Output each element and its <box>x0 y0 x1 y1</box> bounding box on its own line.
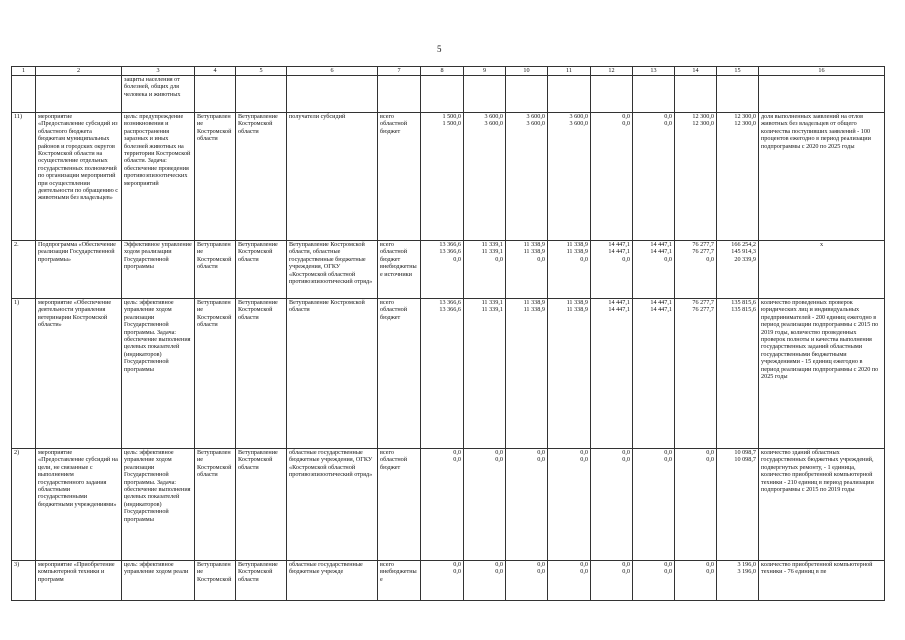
value: 76 277,7 <box>692 248 714 256</box>
value: 11 338,9 <box>566 248 588 256</box>
table-row <box>12 241 885 299</box>
value: 14 447,1 <box>650 248 672 256</box>
recipient-cell: областные государственные бюджетные учрежде <box>287 561 378 601</box>
source-label: всего <box>380 299 394 306</box>
value: 12 300,0 <box>692 120 714 128</box>
value: 0,0 <box>537 568 545 576</box>
value: 0,0 <box>495 449 503 456</box>
value: 76 277,7 <box>692 241 714 248</box>
value: 14 447,1 <box>650 306 672 314</box>
value: 14 447,1 <box>650 299 672 306</box>
value: 135 815,6 <box>731 306 756 314</box>
value-cell <box>421 299 464 449</box>
result-cell: х <box>759 241 885 299</box>
value-cell <box>464 299 506 449</box>
coexecutor-cell: Ветуправление Костромской области <box>236 561 287 601</box>
value: 10 098,7 <box>734 449 756 456</box>
col-num: 10 <box>506 67 548 76</box>
value: 0,0 <box>453 568 461 576</box>
value: 14 447,1 <box>608 248 630 256</box>
measure-name: мероприятие «Предоставление субсидий на цели, не связанные с выполнением государственного задания областными государственными бюджетными учреждениями» <box>36 449 122 561</box>
value-cell <box>675 449 717 561</box>
col-num: 2 <box>36 67 122 76</box>
col-num: 11 <box>548 67 591 76</box>
value-cell <box>633 113 675 241</box>
value: 11 338,9 <box>566 306 588 314</box>
table-row <box>12 449 885 561</box>
col-num: 3 <box>122 67 195 76</box>
value-cell <box>464 113 506 241</box>
value: 0,0 <box>622 456 630 464</box>
source-label: областной бюджет <box>380 248 408 263</box>
value: 0,0 <box>664 568 672 576</box>
value-cell <box>675 113 717 241</box>
value-cell <box>421 113 464 241</box>
value: 11 339,1 <box>481 248 503 256</box>
value: 0,0 <box>537 449 545 456</box>
value-cell <box>464 241 506 299</box>
col-num: 8 <box>421 67 464 76</box>
value: 1 500,0 <box>442 120 461 128</box>
value: 0,0 <box>664 113 672 120</box>
value-cell <box>548 449 591 561</box>
value-cell <box>548 299 591 449</box>
value: 0,0 <box>495 561 503 568</box>
table-row <box>12 113 885 241</box>
row-number: 3) <box>12 561 36 601</box>
source-cell <box>378 241 421 299</box>
value: 0,0 <box>453 449 461 456</box>
value: 0,0 <box>622 113 630 120</box>
value: 135 815,6 <box>731 299 756 306</box>
goal-cell: Эффективное управление ходом реализации Государственной программы <box>122 241 195 299</box>
value: 12 300,0 <box>734 113 756 120</box>
value: 0,0 <box>537 561 545 568</box>
value: 11 338,9 <box>523 299 545 306</box>
value: 3 600,0 <box>484 120 503 128</box>
value: 11 338,9 <box>566 299 588 306</box>
value-cell <box>717 299 759 449</box>
value: 0,0 <box>622 449 630 456</box>
value-cell <box>548 241 591 299</box>
value-cell <box>717 241 759 299</box>
row-number: 2) <box>12 449 36 561</box>
result-cell: количество зданий областных государственных бюджетных учреждений, подвергнутых ремонту, - 1 единица, количество приобретенной компьютерной техники - 210 единиц в период реализации подпрограммы с 2015 по 2019 годы <box>759 449 885 561</box>
recipient-cell: получатели субсидий <box>287 113 378 241</box>
goal-cell: цель: предупреждение возникновения и распространения заразных и иных болезней животных на территории Костромской области. Задача: обеспечение проведения противоэпизоотических мероприятий <box>122 113 195 241</box>
value: 0,0 <box>453 255 461 263</box>
col-num: 12 <box>591 67 633 76</box>
value: 0,0 <box>453 561 461 568</box>
value-cell <box>506 113 548 241</box>
budget-table-sheet <box>11 66 883 601</box>
value: 3 196,0 <box>737 561 756 568</box>
coexecutor-cell: Ветуправление Костромской области <box>236 241 287 299</box>
goal-cell: защиты населения от болезней, общих для человека и животных <box>122 76 195 113</box>
value: 0,0 <box>622 568 630 576</box>
source-label: всего <box>380 561 394 568</box>
measure-name: Подпрограмма «Обеспечение реализации Государственной программы» <box>36 241 122 299</box>
value-cell <box>591 449 633 561</box>
col-num: 16 <box>759 67 885 76</box>
recipient-cell: Ветуправление Костромской области, областные государственные бюджетные учреждения, ОГКУ «Костромской областной противоэпизоотический отряд» <box>287 241 378 299</box>
source-label: внебюджетные источники <box>380 263 417 278</box>
value-cell <box>421 449 464 561</box>
col-num: 7 <box>378 67 421 76</box>
source-cell <box>378 113 421 241</box>
value: 0,0 <box>664 449 672 456</box>
recipient-cell: областные государственные бюджетные учреждения, ОГКУ «Костромской областной противоэпизоотический отряд» <box>287 449 378 561</box>
value: 12 300,0 <box>692 113 714 120</box>
value-cell <box>548 113 591 241</box>
value: 3 600,0 <box>526 113 545 120</box>
value: 3 600,0 <box>569 120 588 128</box>
value-cell <box>506 449 548 561</box>
value: 12 300,0 <box>734 120 756 128</box>
source-label: всего <box>380 449 394 456</box>
value: 145 914,3 <box>731 248 756 256</box>
value-cell <box>506 561 548 601</box>
coexecutor-cell: Ветуправление Костромской области <box>236 449 287 561</box>
value: 0,0 <box>495 456 503 464</box>
col-num: 13 <box>633 67 675 76</box>
table-row <box>12 561 885 601</box>
value: 13 366,6 <box>439 248 461 256</box>
goal-cell: цель: эффективное управление ходом реализации Государственной программы. Задача: обеспечение выполнения целевых показателей (индикаторов) Государственной программы <box>122 449 195 561</box>
value: 14 447,1 <box>608 299 630 306</box>
value: 0,0 <box>664 255 672 263</box>
value: 11 338,9 <box>523 248 545 256</box>
source-label: всего <box>380 241 394 248</box>
col-num: 14 <box>675 67 717 76</box>
column-number-row <box>12 67 885 76</box>
value: 11 339,1 <box>481 299 503 306</box>
page-number: 5 <box>437 44 442 54</box>
value-cell <box>633 241 675 299</box>
value-cell <box>591 241 633 299</box>
value-cell <box>717 561 759 601</box>
value: 13 366,6 <box>439 306 461 314</box>
value: 13 366,6 <box>439 299 461 306</box>
value: 13 366,6 <box>439 241 461 248</box>
result-cell: количество приобретенной компьютерной техники - 76 единиц в пе <box>759 561 885 601</box>
value: 0,0 <box>664 561 672 568</box>
value: 14 447,1 <box>608 306 630 314</box>
value: 1 500,0 <box>442 113 461 120</box>
value: 0,0 <box>580 449 588 456</box>
value: 11 338,9 <box>523 241 545 248</box>
value: 76 277,7 <box>692 299 714 306</box>
value-cell <box>717 113 759 241</box>
source-label: областной бюджет <box>380 456 408 471</box>
budget-table <box>11 66 885 601</box>
value: 10 098,7 <box>734 456 756 464</box>
value: 0,0 <box>664 120 672 128</box>
col-num: 4 <box>195 67 236 76</box>
value: 0,0 <box>537 255 545 263</box>
source-label: областной бюджет <box>380 306 408 321</box>
result-cell: доля выполненных заявлений на отлов животных без владельцев от общего количества поступивших заявлений - 100 процентов ежегодно в период реализации подпрограммы с 2020 по 2025 годы <box>759 113 885 241</box>
value-cell <box>591 299 633 449</box>
executor-cell: Ветуправление Костромской области <box>195 113 236 241</box>
value-cell <box>591 113 633 241</box>
value-cell <box>633 299 675 449</box>
row-number: 11) <box>12 113 36 241</box>
col-num: 6 <box>287 67 378 76</box>
value: 166 254,2 <box>731 241 756 248</box>
value: 0,0 <box>622 561 630 568</box>
source-cell <box>378 299 421 449</box>
value-cell <box>506 241 548 299</box>
col-num: 9 <box>464 67 506 76</box>
source-cell <box>378 561 421 601</box>
row-number: 1) <box>12 299 36 449</box>
col-num: 15 <box>717 67 759 76</box>
value: 0,0 <box>706 449 714 456</box>
value: 0,0 <box>495 568 503 576</box>
value: 0,0 <box>622 255 630 263</box>
value: 0,0 <box>706 456 714 464</box>
measure-name: мероприятие «Предоставление субсидий из областного бюджета бюджетам муниципальных районов и городских округов Костромской области на осуществление отдельных государственных полномочий по организации мероприятий при осуществлении деятельности по обращению с животными без владельцев» <box>36 113 122 241</box>
executor-cell: Ветуправление Костромской области <box>195 241 236 299</box>
value-cell <box>675 241 717 299</box>
source-label: внебюджетные <box>380 568 417 583</box>
row-number: 2. <box>12 241 36 299</box>
value: 0,0 <box>622 120 630 128</box>
executor-cell: Ветуправление Костромской области <box>195 299 236 449</box>
source-label: всего <box>380 113 394 120</box>
result-cell: количество проведенных проверок юридических лиц и индивидуальных предпринимателей - 200 единиц ежегодно в период реализации подпрограммы с 2015 по 2019 годы, количество проведенных проверок полноты и качества выполнения государственных заданий областными государственными бюджетными учреждениями - 15 единиц ежегодно в период реализации подпрограммы с 2020 по 2025 годы <box>759 299 885 449</box>
value: 0,0 <box>580 561 588 568</box>
value: 14 447,1 <box>608 241 630 248</box>
value: 0,0 <box>706 561 714 568</box>
value: 0,0 <box>706 255 714 263</box>
value: 3 600,0 <box>526 120 545 128</box>
measure-name: мероприятие «Приобретение компьютерной техники и программ <box>36 561 122 601</box>
executor-cell: Ветуправление Костромской области <box>195 449 236 561</box>
value-cell <box>548 561 591 601</box>
value: 0,0 <box>453 456 461 464</box>
value: 14 447,1 <box>650 241 672 248</box>
value-cell <box>506 299 548 449</box>
value: 11 338,9 <box>523 306 545 314</box>
value: 76 277,7 <box>692 306 714 314</box>
value-cell <box>421 241 464 299</box>
measure-name: мероприятие «Обеспечение деятельности управления ветеринарии Костромской области» <box>36 299 122 449</box>
value: 0,0 <box>580 456 588 464</box>
value-cell <box>633 449 675 561</box>
value-cell <box>717 449 759 561</box>
recipient-cell: Ветуправление Костромской области <box>287 299 378 449</box>
value: 11 339,1 <box>481 306 503 314</box>
value: 20 339,9 <box>734 255 756 263</box>
value: 11 339,1 <box>481 241 503 248</box>
value: 3 600,0 <box>569 113 588 120</box>
goal-cell: цель: эффективное управление ходом реали <box>122 561 195 601</box>
source-cell <box>378 449 421 561</box>
value-cell <box>421 561 464 601</box>
goal-cell: цель: эффективное управление ходом реализации Государственной программы. Задача: обеспечение выполнения целевых показателей (индикаторов) Государственной программы <box>122 299 195 449</box>
coexecutor-cell: Ветуправление Костромской области <box>236 113 287 241</box>
value-cell <box>675 561 717 601</box>
value: 0,0 <box>664 456 672 464</box>
value-cell <box>675 299 717 449</box>
value-cell <box>464 449 506 561</box>
value: 0,0 <box>580 568 588 576</box>
col-num: 5 <box>236 67 287 76</box>
value-cell <box>633 561 675 601</box>
col-num: 1 <box>12 67 36 76</box>
value: 0,0 <box>580 255 588 263</box>
table-row <box>12 299 885 449</box>
value: 3 196,0 <box>737 568 756 576</box>
value: 0,0 <box>706 568 714 576</box>
executor-cell: Ветуправление Костромской <box>195 561 236 601</box>
value-cell <box>591 561 633 601</box>
value: 0,0 <box>537 456 545 464</box>
source-label: областной бюджет <box>380 120 408 135</box>
continuation-row <box>12 76 885 113</box>
value: 11 338,9 <box>566 241 588 248</box>
value: 0,0 <box>495 255 503 263</box>
coexecutor-cell: Ветуправление Костромской области <box>236 299 287 449</box>
value: 3 600,0 <box>484 113 503 120</box>
value-cell <box>464 561 506 601</box>
